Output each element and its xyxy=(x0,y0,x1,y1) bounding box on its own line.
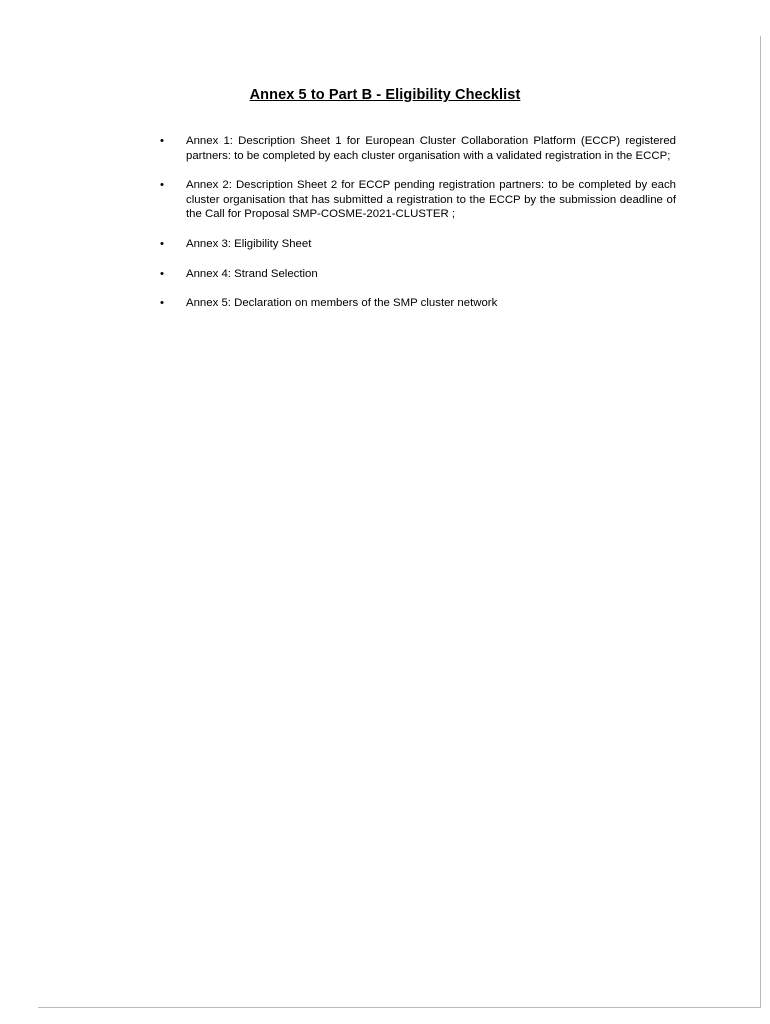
list-item-text: Annex 5: Declaration on members of the SMP cluster network xyxy=(186,297,498,310)
list-item-text: Annex 2: Description Sheet 2 for ECCP pending registration partners: to be completed by each cluster organisation that has submitted a registration to the ECCP by the submission deadline of the Call for Proposal SMP-COSME-2021-CLUSTER ; xyxy=(186,179,676,221)
list-item xyxy=(160,296,676,311)
page-edge-right xyxy=(760,36,761,1008)
bullet-icon: • xyxy=(160,179,164,192)
list-item-text: Annex 1: Description Sheet 1 for European Cluster Collaboration Platform (ECCP) registered partners: to be completed by each cluster organisation with a validated registration in the ECCP; xyxy=(186,135,676,162)
list-item xyxy=(160,237,676,252)
bullet-icon: • xyxy=(160,237,164,250)
page-title: Annex 5 to Part B - Eligibility Checklist xyxy=(249,87,521,103)
bullet-icon: • xyxy=(160,267,164,280)
bullet-icon: • xyxy=(160,297,164,310)
list-item xyxy=(160,134,676,163)
list-item-text: Annex 4: Strand Selection xyxy=(186,267,318,280)
bullet-icon: • xyxy=(160,135,164,147)
list-item-text: Annex 3: Eligibility Sheet xyxy=(186,237,312,250)
page-edge-bottom xyxy=(38,1007,761,1008)
list-item xyxy=(160,267,676,282)
eligibility-checklist xyxy=(160,134,676,326)
list-item xyxy=(160,178,676,222)
